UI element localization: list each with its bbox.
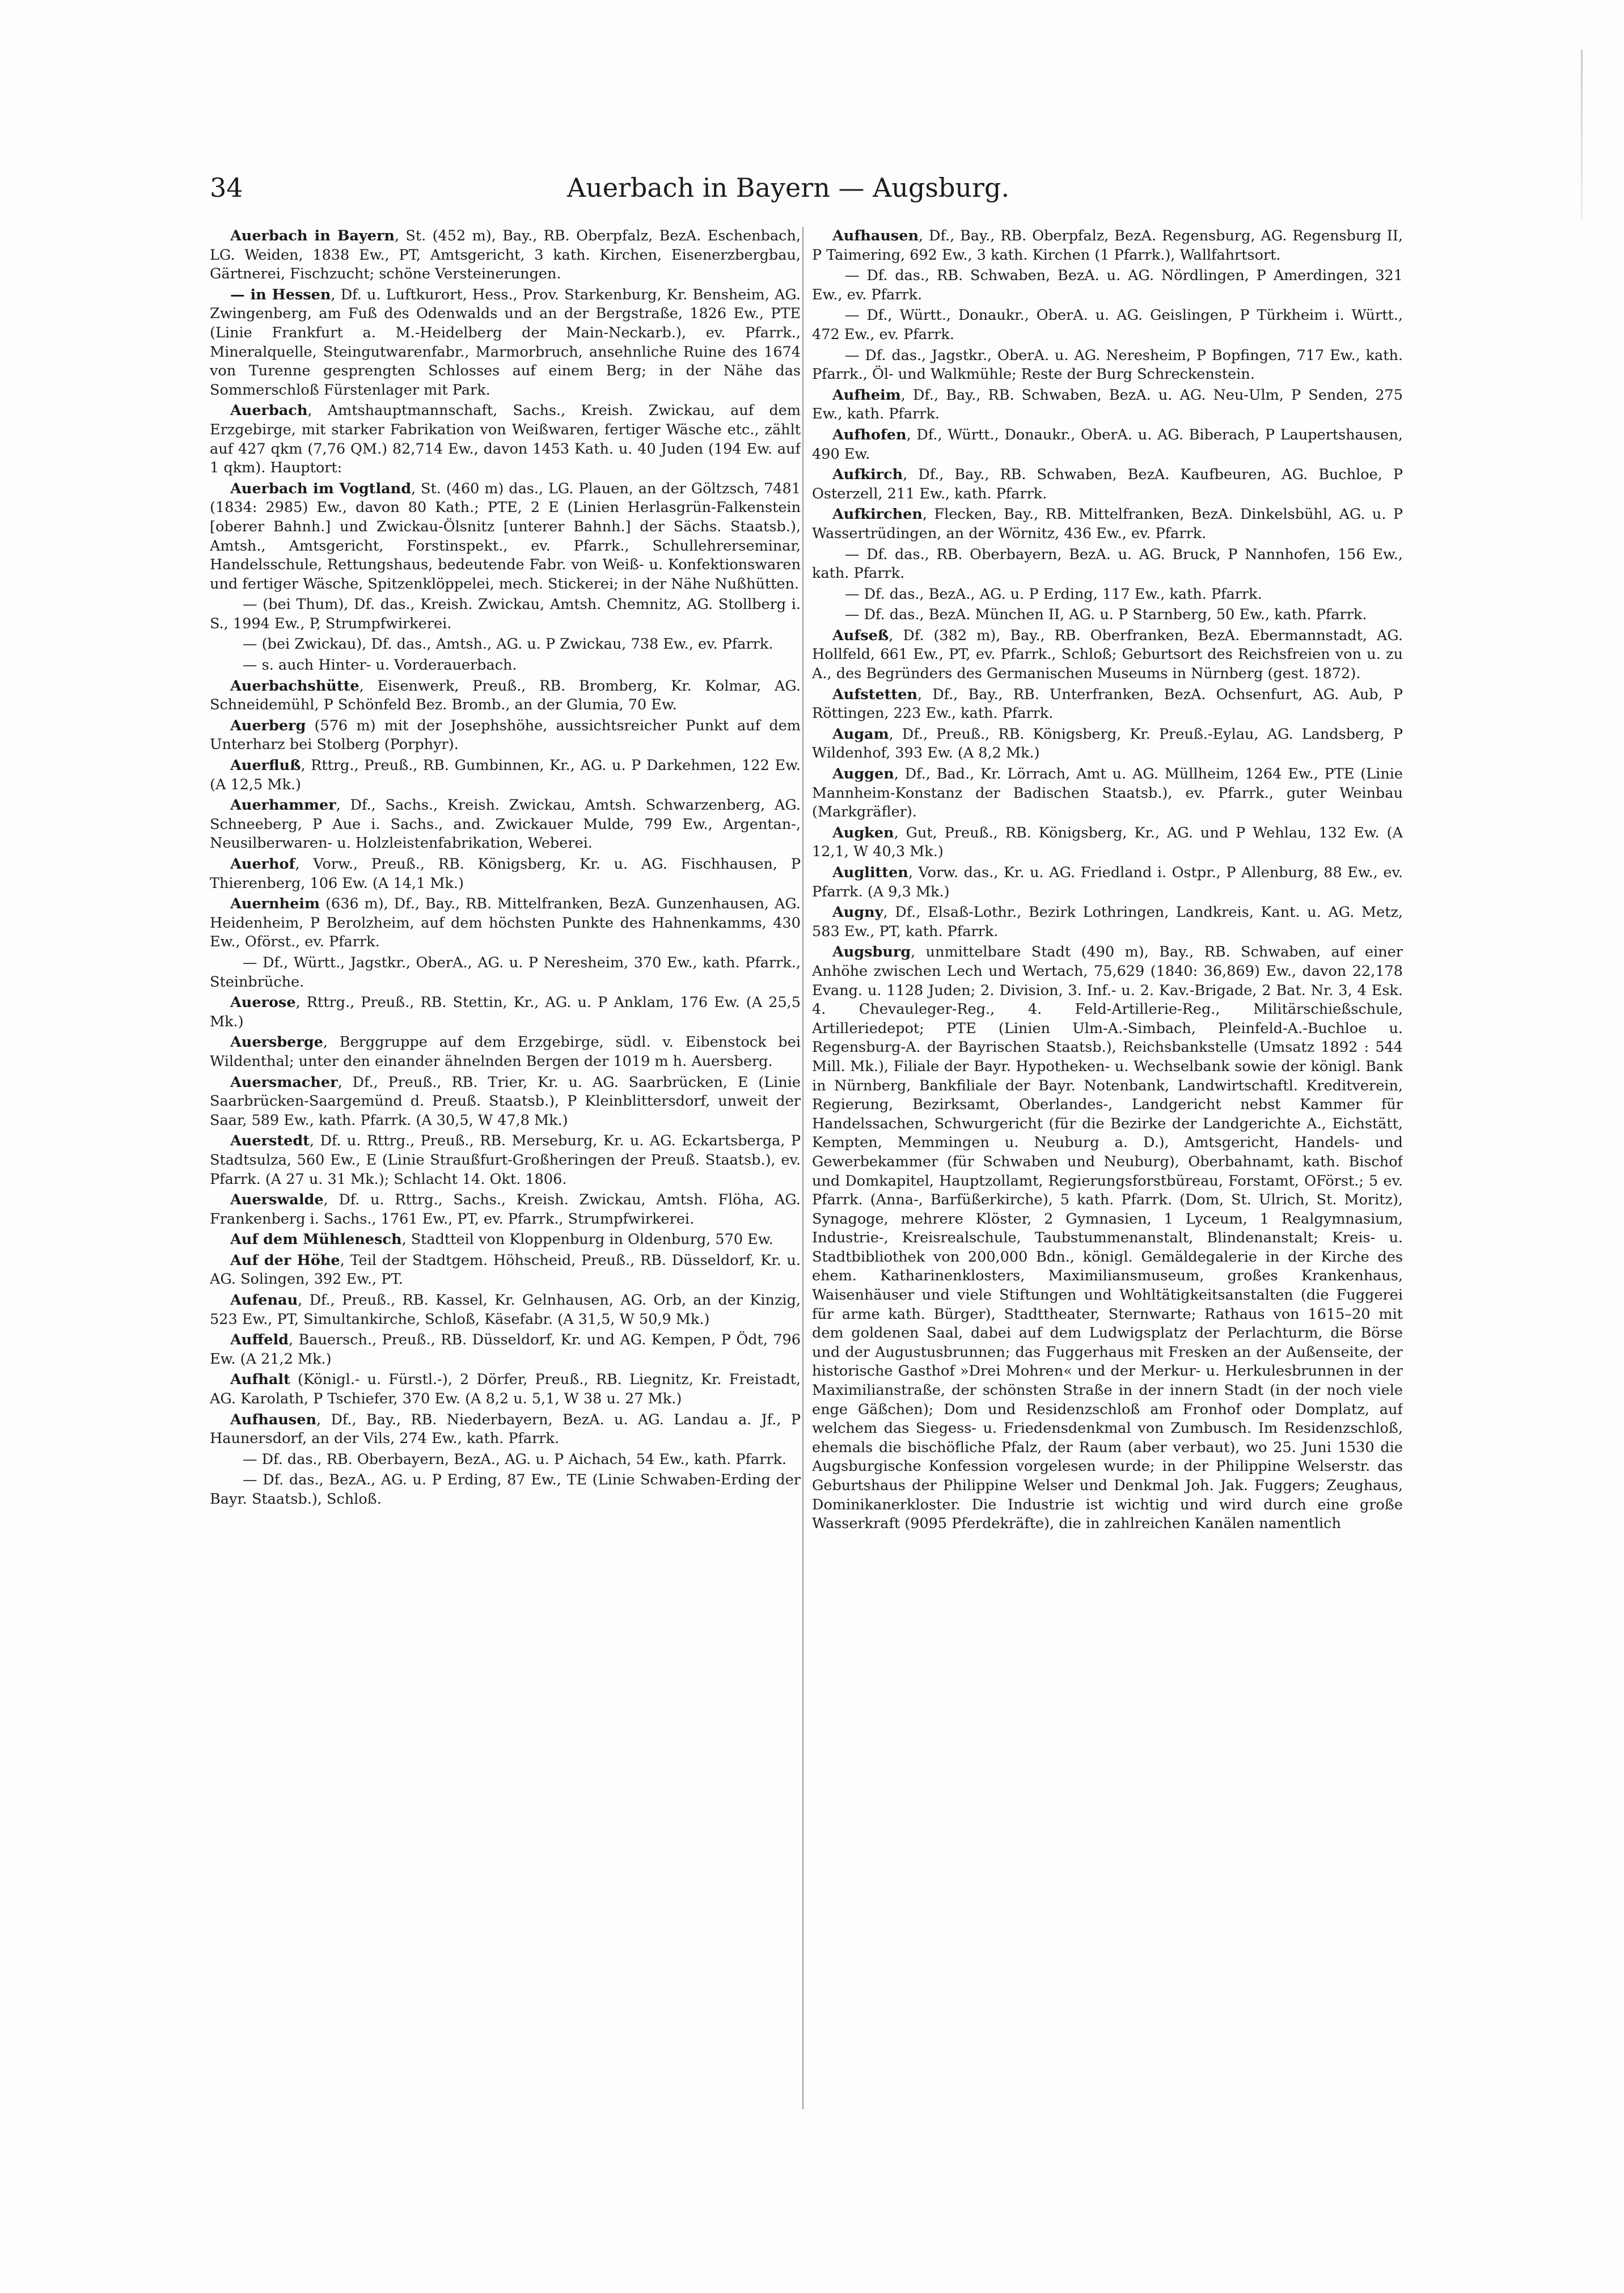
scan-edge-mark bbox=[1581, 50, 1583, 220]
gazetteer-entry bbox=[812, 306, 1403, 344]
entry-headword: Auerfluß bbox=[230, 757, 301, 775]
entry-text: — Df. das., BezA. München II, AG. u. P Starnberg, 50 Ew., kath. Pfarrk. bbox=[845, 606, 1367, 624]
gazetteer-entry bbox=[812, 606, 1403, 625]
gazetteer-entry bbox=[812, 686, 1403, 724]
entry-text: , Df., Bad., Kr. Lörrach, Amt u. AG. Müllheim, 1264 Ew., PTE (Linie Mannheim-Konstanz der Badischen Staatsb.), ev. Pfarrk., guter Weinbau (Markgräfler). bbox=[812, 765, 1403, 821]
gazetteer-entry bbox=[210, 855, 801, 893]
entry-headword: Auerswalde bbox=[230, 1191, 324, 1209]
entry-headword: Auerberg bbox=[230, 717, 306, 734]
entry-text: , Df., Preuß., RB. Königsberg, Kr. Preuß.-Eylau, AG. Landsberg, P Wildenhof, 393 Ew. (A 8,2 Mk.) bbox=[812, 725, 1403, 762]
entry-text: , Rttrg., Preuß., RB. Gumbinnen, Kr., AG. u. P Darkehmen, 122 Ew. (A 12,5 Mk.) bbox=[210, 757, 801, 793]
gazetteer-entry bbox=[210, 1033, 801, 1071]
gazetteer-entry bbox=[210, 1471, 801, 1509]
gazetteer-entry bbox=[210, 954, 801, 992]
entry-text: , Rttrg., Preuß., RB. Stettin, Kr., AG. u. P Anklam, 176 Ew. (A 25,5 Mk.) bbox=[210, 994, 801, 1030]
entry-text: , Df., Bay., RB. Schwaben, BezA. Kaufbeuren, AG. Buchloe, P Osterzell, 211 Ew., kath. Pfarrk. bbox=[812, 466, 1403, 502]
column-divider bbox=[802, 227, 803, 2109]
entry-headword: Aufhalt bbox=[230, 1371, 290, 1389]
gazetteer-entry bbox=[210, 480, 801, 594]
gazetteer-entry bbox=[812, 227, 1403, 265]
entry-text: , Df. u. Rttrg., Sachs., Kreish. Zwickau, Amtsh. Flöha, AG. Frankenberg i. Sachs., 1761 Ew., PT, ev. Pfarrk., Strumpfwirkerei. bbox=[210, 1191, 801, 1228]
entry-headword: Auerbach in Bayern bbox=[230, 227, 395, 244]
entry-headword: Auersmacher bbox=[230, 1073, 338, 1091]
gazetteer-entry bbox=[812, 903, 1403, 941]
entry-headword: Auerhammer bbox=[230, 797, 336, 814]
entry-text: — (bei Thum), Df. das., Kreish. Zwickau, Amtsh. Chemnitz, AG. Stollberg i. S., 1994 Ew., P, Strumpfwirkerei. bbox=[210, 596, 801, 632]
gazetteer-entry bbox=[210, 1331, 801, 1369]
entry-text: , Vorw. das., Kr. u. AG. Friedland i. Ostpr., P Allenburg, 88 Ew., ev. Pfarrk. (A 9,3 Mk.) bbox=[812, 864, 1403, 900]
gazetteer-entry bbox=[812, 426, 1403, 464]
entry-text: , Bauersch., Preuß., RB. Düsseldorf, Kr. und AG. Kempen, P Ödt, 796 Ew. (A 21,2 Mk.) bbox=[210, 1331, 801, 1368]
entry-headword: Auernheim bbox=[230, 895, 320, 913]
entry-headword: Auerose bbox=[230, 994, 296, 1012]
entry-text: , Eisenwerk, Preuß., RB. Bromberg, Kr. Kolmar, AG. Schneidemühl, P Schönfeld Bez. Bromb., an der Glumia, 70 Ew. bbox=[210, 677, 801, 714]
entry-text: — (bei Zwickau), Df. das., Amtsh., AG. u. P Zwickau, 738 Ew., ev. Pfarrk. bbox=[243, 636, 773, 653]
entry-headword: Aufheim bbox=[832, 386, 901, 404]
entry-headword: Auerbach im Vogtland bbox=[230, 480, 412, 497]
entry-text: , unmittelbare Stadt (490 m), Bay., RB. Schwaben, auf einer Anhöhe zwischen Lech und Wertach, 75,629 (1840: 36,869) Ew., davon 22,178 Evang. u. 1128 Juden; 2. Division, 3. Inf.- u. 2. Kav.-Brigade, 2 Bat. Nr. 3, 4 Esk. 4. Chevauleger-Reg., 4. Feld-Artillerie-Reg., Militärschießschule, Artilleriedepot; PTE (Linien Ulm-A.-Simbach, Pleinfeld-A.-Buchloe u. Regensburg-A. der Bayrischen Staatsb.), Reichsbankstelle (Umsatz 1892 : 544 Mill. Mk.), Filiale der Bayr. Hypotheken- u. Wechselbank sowie der königl. Bank in Nürnberg, Bankfiliale der Bayr. Notenbank, Landwirtschaftl. Kreditverein, Regierung, Bezirksamt, Oberlandes-, Landgericht nebst Kammer für Handelssachen, Schwurgericht (für die Bezirke der Landgerichte A., Eichstätt, Kempten, Memmingen u. Neuburg a. D.), Amtsgericht, Handels- und Gewerbekammer (für Schwaben und Neuburg), Oberbahnamt, kath. Bischof und Domkapitel, Hauptzollamt, Regierungsforstbüreau, Forstamt, OFörst.; 5 ev. Pfarrk. (Anna-, Barfüßerkirche), 5 kath. Pfarrk. (Dom, St. Ulrich, St. Moritz), Synagoge, mehrere Klöster, 2 Gymnasien, 1 Lyceum, 1 Realgymnasium, Industrie-, Kreisrealschule, Taubstummenanstalt, Blindenanstalt; Kreis- u. Stadtbibliothek von 200,000 Bdn., königl. Gemäldegalerie in der Kirche des ehem. Katharinenklosters, Maximiliansmuseum, großes Krankenhaus, Waisenhäuser und viele Stiftungen und Wohltätigkeitsanstalten (die Fuggerei für arme kath. Bürger), Stadttheater, Sternwarte; Rathaus von 1615–20 mit dem goldenen Saal, dabei auf dem Ludwigsplatz der Perlachturm, die Börse und der Augustusbrunnen; das Fuggerhaus mit Fresken an der Außenseite, der historische Gasthof »Drei Mohren« und der Merkur- u. Herkulesbrunnen in der Maximilianstraße, der schönsten Straße in der innern Stadt (in der noch viele enge Gäßchen); Dom und Residenzschloß am Fronhof oder Domplatz, auf welchem das Siegess- u. Friedensdenkmal von Zumbusch. Im Residenzschloß, ehemals die bischöfliche Pfalz, der Raum (aber verbaut), wo 25. Juni 1530 die Augsburgische Konfession vorgelesen wurde; in der Philippine Welserstr. das Geburtshaus der Philippine Welser und Denkmal Joh. Jak. Fuggers; Zeughaus, Dominikanerkloster. Die Industrie ist wichtig und wird durch eine große Wasserkraft (9095 Pferdekräfte), die in zahlreichen Kanälen namentlich bbox=[812, 944, 1403, 1533]
entry-headword: Auerstedt bbox=[230, 1132, 310, 1150]
gazetteer-entry bbox=[210, 677, 801, 715]
entry-text: , Df. u. Rttrg., Preuß., RB. Merseburg, Kr. u. AG. Eckartsberga, P Stadtsulza, 560 Ew., E (Linie Straußfurt-Großheringen der Preuß. Staatsb.), ev. Pfarrk. (A 27 u. 31 Mk.); Schlacht 14. Okt. 1806. bbox=[210, 1132, 801, 1188]
entry-headword: Aufhofen bbox=[832, 426, 907, 443]
gazetteer-entry bbox=[812, 505, 1403, 543]
gazetteer-entry bbox=[812, 266, 1403, 304]
entry-headword: — in Hessen bbox=[230, 286, 331, 303]
gazetteer-entry bbox=[812, 765, 1403, 822]
gazetteer-entry bbox=[210, 656, 801, 675]
entry-text: , Df., Bay., RB. Oberpfalz, BezA. Regensburg, AG. Regensburg II, P Taimering, 692 Ew., 3 kath. Kirchen (1 Pfarrk.), Wallfahrtsort. bbox=[812, 227, 1403, 264]
entry-headword: Aufseß bbox=[832, 627, 889, 644]
entry-headword: Augsburg bbox=[832, 944, 911, 961]
gazetteer-entry bbox=[210, 1132, 801, 1189]
gazetteer-entry bbox=[210, 1411, 801, 1449]
gazetteer-entry bbox=[812, 824, 1403, 862]
entry-text: , Df., Bay., RB. Niederbayern, BezA. u. AG. Landau a. Jf., P Haunersdorf, an der Vils, 274 Ew., kath. Pfarrk. bbox=[210, 1411, 801, 1448]
gazetteer-entry bbox=[210, 1291, 801, 1329]
left-column bbox=[210, 227, 801, 2211]
entry-text: , Berggruppe auf dem Erzgebirge, südl. v. Eibenstock bei Wildenthal; unter den einander ähnelnden Bergen der 1019 m h. Auersberg. bbox=[210, 1034, 801, 1070]
gazetteer-entry bbox=[812, 864, 1403, 902]
gazetteer-entry bbox=[210, 717, 801, 755]
entry-headword: Auglitten bbox=[832, 864, 908, 881]
gazetteer-entry bbox=[210, 286, 801, 400]
entry-text: — Df., Württ., Donaukr., OberA. u. AG. Geislingen, P Türkheim i. Württ., 472 Ew., ev. Pfarrk. bbox=[812, 307, 1403, 343]
gazetteer-entry bbox=[210, 993, 801, 1031]
entry-text: , Stadtteil von Kloppenburg in Oldenburg, 570 Ew. bbox=[401, 1231, 773, 1249]
entry-text: — Df. das., Jagstkr., OberA. u. AG. Neresheim, P Bopfingen, 717 Ew., kath. Pfarrk., Öl- und Walkmühle; Reste der Burg Schreckenstein. bbox=[812, 346, 1403, 383]
gazetteer-entry bbox=[210, 1450, 801, 1470]
entry-text: , St. (452 m), Bay., RB. Oberpfalz, BezA. Eschenbach, LG. Weiden, 1838 Ew., PT, Amtsgericht, 3 kath. Kirchen, Eisenerzbergbau, Gärtnerei, Fischzucht; schöne Versteinerungen. bbox=[210, 227, 801, 283]
entry-headword: Auerhof bbox=[230, 856, 295, 873]
entry-headword: Auerbach bbox=[230, 402, 308, 420]
entry-text: — Df. das., RB. Oberbayern, BezA. u. AG. Bruck, P Nannhofen, 156 Ew., kath. Pfarrk. bbox=[812, 545, 1403, 582]
entry-text: — Df. das., BezA., AG. u. P Erding, 87 Ew., TE (Linie Schwaben-Erding der Bayr. Staatsb.), Schloß. bbox=[210, 1471, 801, 1508]
entry-headword: Aufhausen bbox=[832, 227, 919, 244]
entry-headword: Aufhausen bbox=[230, 1411, 317, 1428]
entry-text: , St. (460 m) das., LG. Plauen, an der Göltzsch, 7481 (1834: 2985) Ew., davon 80 Kath.; PTE, 2 E (Linien Herlasgrün-Falkenstein [oberer Bahnh.] und Zwickau-Ölsnitz [unterer Bahnh.] der Sächs. Staatsb.), Amtsh., Amtsgericht, Forstinspekt., ev. Pfarrk., Schullehrerseminar, Handelsschule, Rettungshaus, bedeutende Fabr. von Weiß- u. Konfektionswaren und fertiger Wäsche, Spitzenklöppelei, mech. Stickerei; in der Nähe Nußhütten. bbox=[210, 480, 801, 593]
entry-text: , Flecken, Bay., RB. Mittelfranken, BezA. Dinkelsbühl, AG. u. P Wassertrüdingen, an der Wörnitz, 436 Ew., ev. Pfarrk. bbox=[812, 506, 1403, 542]
entry-headword: Auggen bbox=[832, 765, 894, 783]
gazetteer-entry bbox=[210, 1073, 801, 1131]
entry-text: , Amtshauptmannschaft, Sachs., Kreish. Zwickau, auf dem Erzgebirge, mit starker Fabrikation von Weißwaren, fertiger Wäsche etc., zählt auf 427 qkm (7,76 QM.) 82,714 Ew., davon 1453 Kath. u. 40 Juden (194 Ew. auf 1 qkm). Hauptort: bbox=[210, 402, 801, 477]
entry-headword: Augken bbox=[832, 824, 894, 841]
gazetteer-entry bbox=[812, 725, 1403, 763]
entry-text: — Df. das., RB. Oberbayern, BezA., AG. u. P Aichach, 54 Ew., kath. Pfarrk. bbox=[243, 1450, 787, 1468]
entry-headword: Auerbachshütte bbox=[230, 677, 360, 695]
entry-headword: Auf der Höhe bbox=[230, 1251, 340, 1269]
gazetteer-entry bbox=[210, 635, 801, 654]
entry-text: — Df., Württ., Jagstkr., OberA., AG. u. P Neresheim, 370 Ew., kath. Pfarrk., Steinbrüche. bbox=[210, 954, 801, 991]
gazetteer-entry bbox=[210, 1251, 801, 1289]
entry-text: — s. auch Hinter- u. Vorderauerbach. bbox=[243, 657, 517, 674]
entry-text: , Df., Bay., RB. Unterfranken, BezA. Ochsenfurt, AG. Aub, P Röttingen, 223 Ew., kath. Pfarrk. bbox=[812, 686, 1403, 722]
gazetteer-entry bbox=[210, 895, 801, 952]
gazetteer-entry bbox=[210, 1191, 801, 1229]
entry-headword: Auf dem Mühlenesch bbox=[230, 1231, 402, 1249]
gazetteer-entry bbox=[210, 1370, 801, 1408]
entry-text: , Df. (382 m), Bay., RB. Oberfranken, BezA. Ebermannstadt, AG. Hollfeld, 661 Ew., PT, ev. Pfarrk., Schloß; Geburtsort des Reichsfreien von u. zu A., des Begründers des Germanischen Museums in Nürnberg (gest. 1872). bbox=[812, 627, 1403, 683]
entry-headword: Aufenau bbox=[230, 1292, 298, 1309]
gazetteer-entry bbox=[812, 466, 1403, 504]
gazetteer-entry bbox=[812, 627, 1403, 684]
gazetteer-entry bbox=[812, 943, 1403, 1533]
gazetteer-entry bbox=[210, 401, 801, 477]
page-header bbox=[210, 172, 1367, 206]
gazetteer-entry bbox=[210, 227, 801, 284]
gazetteer-entry bbox=[210, 1230, 801, 1250]
running-head: Auerbach in Bayern — Augsburg. bbox=[566, 172, 1010, 203]
entry-headword: Auffeld bbox=[230, 1331, 289, 1349]
entry-text: , Df., Preuß., RB. Kassel, Kr. Gelnhausen, AG. Orb, an der Kinzig, 523 Ew., PT, Simultankirche, Schloß, Käsefabr. (A 31,5, W 50,9 Mk.) bbox=[210, 1292, 801, 1328]
entry-text: , Df., Preuß., RB. Trier, Kr. u. AG. Saarbrücken, E (Linie Saarbrücken-Saargemünd d. Preuß. Staatsb.), P Kleinblittersdorf, unweit der Saar, 589 Ew., kath. Pfarrk. (A 30,5, W 47,8 Mk.) bbox=[210, 1073, 801, 1129]
entry-text: , Gut, Preuß., RB. Königsberg, Kr., AG. und P Wehlau, 132 Ew. (A 12,1, W 40,3 Mk.) bbox=[812, 824, 1403, 861]
entry-headword: Aufstetten bbox=[832, 686, 917, 703]
gazetteer-entry bbox=[812, 386, 1403, 424]
entry-text: , Df. u. Luftkurort, Hess., Prov. Starkenburg, Kr. Bensheim, AG. Zwingenberg, am Fuß des Odenwalds und an der Bergstraße, 1826 Ew., PTE (Linie Frankfurt a. M.-Heidelberg der Main-Neckarb.), ev. Pfarrk., Mineralquelle, Steingutwarenfabr., Marmorbruch, ansehnliche Ruine des 1674 von Turenne gesprengten Schlosses auf einem Berg; in der Nähe das Sommerschloß Fürstenlager mit Park. bbox=[210, 286, 801, 399]
entry-headword: Aufkirchen bbox=[832, 506, 923, 523]
page-number: 34 bbox=[210, 172, 243, 203]
gazetteer-entry bbox=[210, 796, 801, 853]
entry-text: , Df., Württ., Donaukr., OberA. u. AG. Biberach, P Laupertshausen, 490 Ew. bbox=[812, 426, 1403, 463]
gazetteer-entry bbox=[812, 346, 1403, 384]
entry-headword: Augny bbox=[832, 904, 883, 921]
entry-text: , Df., Elsaß-Lothr., Bezirk Lothringen, Landkreis, Kant. u. AG. Metz, 583 Ew., PT, kath. Pfarrk. bbox=[812, 904, 1403, 940]
entry-text: (636 m), Df., Bay., RB. Mittelfranken, BezA. Gunzenhausen, AG. Heidenheim, P Berolzheim, auf dem höchsten Punkte des Hahnenkamms, 430 Ew., Oförst., ev. Pfarrk. bbox=[210, 895, 801, 951]
gazetteer-entry bbox=[812, 585, 1403, 604]
entry-headword: Aufkirch bbox=[832, 466, 903, 484]
entry-text: , Df., Sachs., Kreish. Zwickau, Amtsh. Schwarzenberg, AG. Schneeberg, P Aue i. Sachs., and. Zwickauer Mulde, 799 Ew., Argentan-, Neusilberwaren- u. Holzleistenfabrikation, Weberei. bbox=[210, 797, 801, 852]
entry-text: , Vorw., Preuß., RB. Königsberg, Kr. u. AG. Fischhausen, P Thierenberg, 106 Ew. (A 14,1 Mk.) bbox=[210, 856, 801, 892]
gazetteer-entry bbox=[812, 545, 1403, 583]
gazetteer-entry bbox=[210, 595, 801, 633]
gazetteer-entry bbox=[210, 756, 801, 794]
entry-text: — Df. das., RB. Schwaben, BezA. u. AG. Nördlingen, P Amerdingen, 321 Ew., ev. Pfarrk. bbox=[812, 267, 1403, 303]
entry-text: — Df. das., BezA., AG. u. P Erding, 117 Ew., kath. Pfarrk. bbox=[845, 585, 1262, 603]
entry-headword: Augam bbox=[832, 725, 889, 743]
right-column bbox=[812, 227, 1403, 2211]
entry-text: , Df., Bay., RB. Schwaben, BezA. u. AG. Neu-Ulm, P Senden, 275 Ew., kath. Pfarrk. bbox=[812, 386, 1403, 423]
entry-text: (Königl.- u. Fürstl.-), 2 Dörfer, Preuß., RB. Liegnitz, Kr. Freistadt, AG. Karolath, P Tschiefer, 370 Ew. (A 8,2 u. 5,1, W 38 u. 27 Mk.) bbox=[210, 1371, 801, 1408]
entry-headword: Auersberge bbox=[230, 1034, 323, 1051]
entry-text: (576 m) mit der Josephshöhe, aussichtsreicher Punkt auf dem Unterharz bei Stolberg (Porphyr). bbox=[210, 717, 801, 754]
entry-text: , Teil der Stadtgem. Höhscheid, Preuß., RB. Düsseldorf, Kr. u. AG. Solingen, 392 Ew., PT. bbox=[210, 1251, 801, 1288]
